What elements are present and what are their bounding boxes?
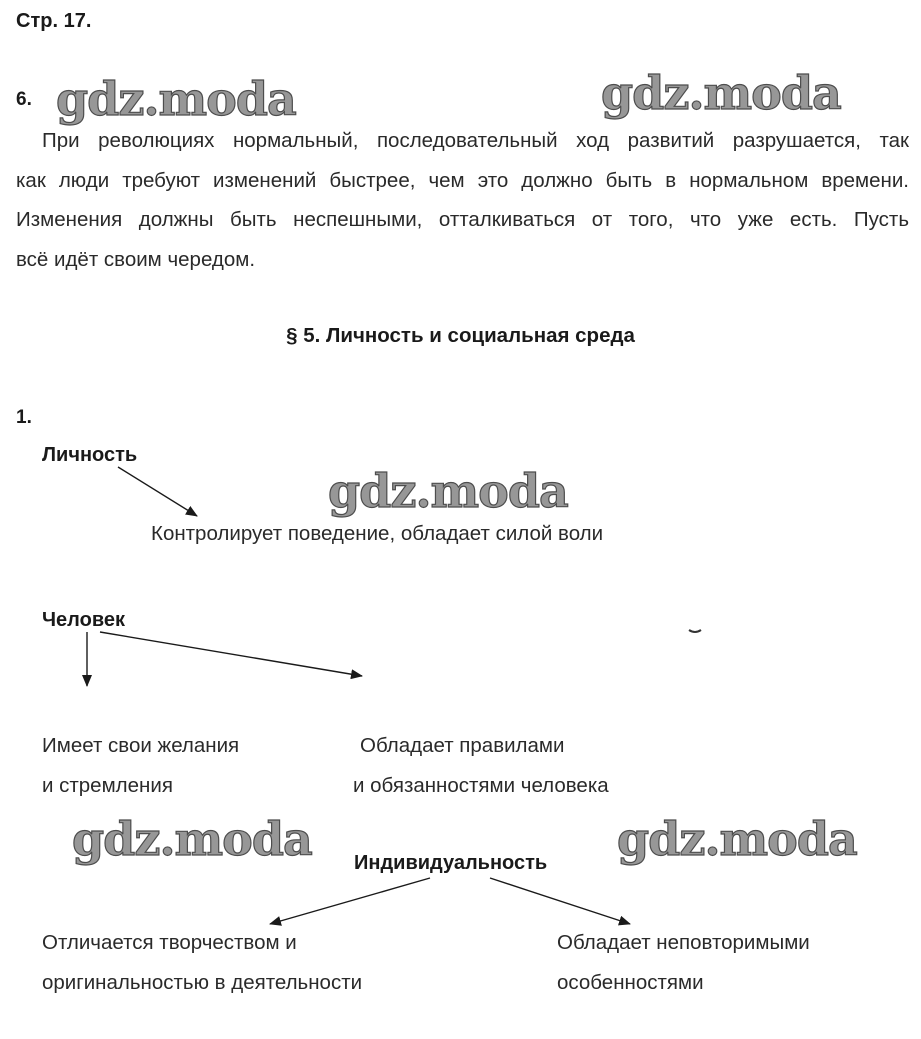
arrow-individuality-left [270, 878, 430, 924]
task-6-number: 6. [16, 89, 32, 110]
section-title: § 5. Личность и социальная среда [286, 324, 635, 347]
watermark-logo: gdz.moda [617, 812, 857, 866]
page-header: Стр. 17. [16, 10, 92, 32]
personality-label: Личность [42, 444, 138, 466]
individuality-right-line-1: Обладает неповторимыми [557, 931, 810, 954]
human-label: Человек [42, 609, 125, 631]
watermark-logo: gdz.moda [328, 464, 568, 518]
task-6-line-3: Изменения должны быть неспешными, отталкиваться от того, что уже есть. Пусть [16, 208, 909, 231]
human-right-line-1: Обладает правилами [360, 734, 565, 757]
watermark-logo: gdz.moda [56, 72, 296, 126]
arrow-personality-to-description [118, 467, 197, 516]
task-6-line-4: всё идёт своим чередом. [16, 247, 256, 271]
human-left-line-1: Имеет свои желания [42, 734, 240, 757]
watermark-logo: gdz.moda [601, 66, 841, 120]
task-6-line-1: При революциях нормальный, последовательный ход развитий разрушается, так [42, 129, 909, 152]
individuality-label: Индивидуальность [354, 852, 548, 874]
individuality-left-line-2: оригинальностью в деятельности [42, 971, 363, 994]
personality-description: Контролирует поведение, обладает силой воли [151, 522, 604, 545]
individuality-right-line-2: особенностями [557, 971, 704, 994]
stray-mark [689, 630, 701, 632]
human-left-line-2: и стремления [42, 774, 173, 797]
human-right-line-2: и обязанностями человека [353, 774, 609, 797]
task-1-number: 1. [16, 407, 32, 428]
watermark-logo: gdz.moda [72, 812, 312, 866]
task-6-line-2: как люди требуют изменений быстрее, чем это должно быть в нормальном времени. [16, 168, 909, 192]
individuality-left-line-1: Отличается творчеством и [42, 931, 297, 954]
arrow-human-right [100, 632, 362, 676]
arrow-individuality-right [490, 878, 630, 924]
